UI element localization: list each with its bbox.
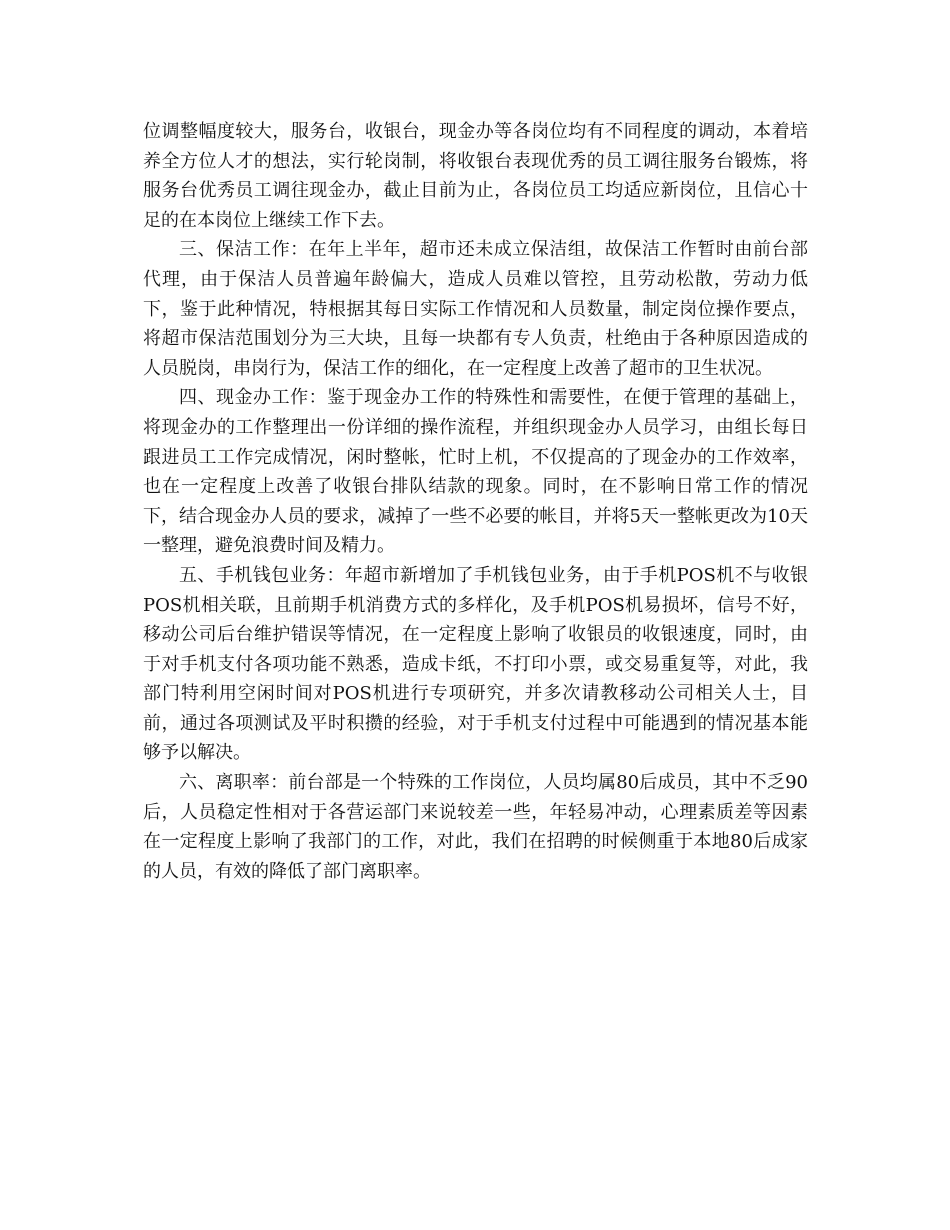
paragraph-turnover-rate: 六、离职率：前台部是一个特殊的工作岗位，人员均属80后成员，其中不乏90后，人员稳定性相对于各营运部门来说较差一些，年轻易冲动，心理素质差等因素在一定程度上影响了我部门的工作，对此，我们在招聘的时候侧重于本地80后成家的人员，有效的降低了部门离职率。 xyxy=(143,772,808,882)
paragraph-post-adjustment: 位调整幅度较大，服务台，收银台，现金办等各岗位均有不同程度的调动，本着培养全方位人才的想法，实行轮岗制，将收银台表现优秀的员工调往服务台锻炼，将服务台优秀员工调往现金办，截止目前为止，各岗位员工均适应新岗位，且信心十足的在本岗位上继续工作下去。 xyxy=(143,121,808,231)
document-body xyxy=(143,117,808,886)
paragraph-mobile-wallet: 五、手机钱包业务：年超市新增加了手机钱包业务，由于手机POS机不与收银POS机相关联，且前期手机消费方式的多样化，及手机POS机易损坏，信号不好，移动公司后台维护错误等情况，在一定程度上影响了收银员的收银速度，同时，由于对手机支付各项功能不熟悉，造成卡纸，不打印小票，或交易重复等，对此，我部门特利用空闲时间对POS机进行专项研究，并多次请教移动公司相关人士，目前，通过各项测试及平时积攒的经验，对于手机支付过程中可能遇到的情况基本能够予以解决。 xyxy=(143,564,808,764)
paragraph-cleaning-work: 三、保洁工作：在年上半年，超市还未成立保洁组，故保洁工作暂时由前台部代理，由于保洁人员普遍年龄偏大，造成人员难以管控，且劳动松散，劳动力低下，鉴于此种情况，特根据其每日实际工作情况和人员数量，制定岗位操作要点，将超市保洁范围划分为三大块，且每一块都有专人负责，杜绝由于各种原因造成的人员脱岗，串岗行为，保洁工作的细化，在一定程度上改善了超市的卫生状况。 xyxy=(143,239,808,379)
paragraph-cash-office: 四、现金办工作：鉴于现金办工作的特殊性和需要性，在便于管理的基础上，将现金办的工作整理出一份详细的操作流程，并组织现金办人员学习，由组长每日跟进员工工作完成情况，闲时整帐，忙时上机，不仅提高的了现金办的工作效率，也在一定程度上改善了收银台排队结款的现象。同时，在不影响日常工作的情况下，结合现金办人员的要求，减掉了一些不必要的帐目，并将5天一整帐更改为10天一整理，避免浪费时间及精力。 xyxy=(143,387,808,557)
